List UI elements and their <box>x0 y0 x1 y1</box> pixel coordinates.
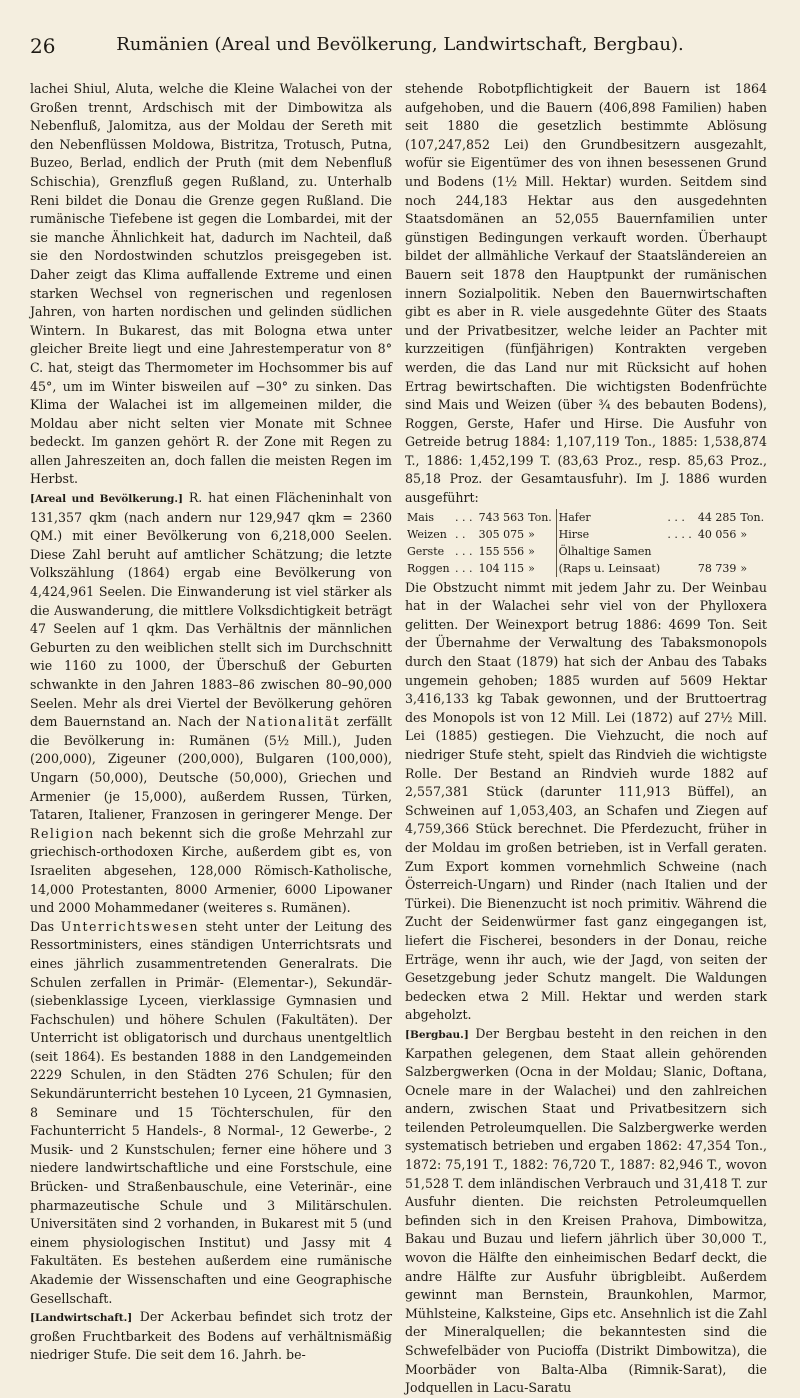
crop-unit: » <box>528 561 535 575</box>
crop-name: Weizen <box>407 527 447 541</box>
term-unterrichtswesen: Unterrichtswesen <box>60 918 200 934</box>
crop-amount <box>695 543 739 560</box>
crop-unit: » <box>740 561 748 575</box>
paragraph-bergbau <box>405 1025 767 1398</box>
crop-amount: 305 075 <box>478 527 525 541</box>
crop-unit: » <box>528 527 535 541</box>
crop-unit: » <box>740 527 748 541</box>
crop-name: Hirse <box>558 527 590 541</box>
paragraph <box>30 80 392 489</box>
page-header <box>30 34 770 64</box>
section-rubric-areal: [Areal und Bevölkerung.] <box>30 493 183 506</box>
crop-dots: . . . <box>454 544 473 558</box>
crop-amount: 44 285 <box>697 510 737 524</box>
exports-table <box>405 509 767 577</box>
crop-amount: 743 563 <box>478 510 525 524</box>
crop-dots: . . . <box>667 510 685 524</box>
section-rubric-bergbau: [Bergbau.] <box>405 1028 469 1041</box>
crop-name: Roggen <box>407 561 450 575</box>
crop-name: (Raps u. Leinsaat) <box>558 561 661 575</box>
exports-table-row <box>405 526 767 543</box>
right-column <box>405 80 767 1398</box>
paragraph-text: lachei Shiul, Aluta, welche die Kleine Walachei von der Großen trennt, Ardschisch mit der Dimbowitza als Nebenfluß, Jalomitza, aus der Moldau der Sereth mit den Nebenflüssen Moldowa, Bistritza, Trotusch, Putna, Buzeo, Berlad, endlich der Pruth (mit dem Nebenfluß Schischia), Grenzfluß gegen Rußland, zu. Unterhalb Reni bildet die Donau die Grenze gegen Rußland. Die rumänische Tiefebene ist gegen die Lombardei, mit der sie manche Ähnlichkeit hat, dadurch im Nachteil, daß sie den Nordostwinden schutzlos preisgegeben ist. Daher zeigt das Klima auffallende Extreme und einen starken Wechsel von regnerischen und regenlosen Jahren, von harten nordischen und gelinden südlichen Wintern. In Bukarest, das mit Bologna etwa unter gleicher Breite liegt und eine Jahrestemperatur von 8° C. hat, steigt das Thermometer im Hochsommer bis auf 45°, um im Winter bisweilen auf −30° zu sinken. Das Klima der Walachei ist im allgemeinen milder, die Moldau aber nicht selten vier Monate mit Schnee bedeckt. Im ganzen gehört R. der Zone mit Regen zu allen Jahreszeiten an, doch fallen die meisten Regen im Herbst. <box>30 81 392 487</box>
crop-unit: Ton. <box>740 510 765 524</box>
crop-unit <box>738 543 767 560</box>
paragraph-text: zerfällt die Bevölkerung in: Rumänen (5½ Mill.), Juden (200,000), Zigeuner (200,000), Bulgaren (100,000), Ungarn (50,000), Deutsche (50,000), Griechen und Armenier (je 15,000), außerdem Russen, Türken, Tataren, Italiener, Franzosen in geringerer Menge. Der <box>30 714 392 823</box>
exports-table-row <box>405 560 767 577</box>
paragraph-areal <box>30 489 392 918</box>
exports-table-row <box>405 509 767 526</box>
paragraph-text: R. hat einen Flächeninhalt von 131,357 qkm (nach andern nur 129,947 qkm = 2360 QM.) mit einer Bevölkerung von 6,218,000 Seelen. Diese Zahl beruht auf amtlicher Schätzung; die letzte Volkszählung (1864) ergab eine Bevölkerung von 4,424,961 Seelen. Die Einwanderung ist viel stärker als die Auswanderung, die mittlere Volksdichtigkeit beträgt 47 Seelen auf 1 qkm. Das Verhältnis der männlichen Geburten zu den weiblichen stellt sich im Durchschnitt wie 1160 zu 1000, der Überschuß der Geburten schwankte in den Jahren 1883–86 zwischen 80–90,000 Seelen. Mehr als drei Viertel der Bevölkerung gehören dem Bauernstand an. Nach der <box>30 490 392 730</box>
section-rubric-landwirtschaft: [Landwirtschaft.] <box>30 1312 133 1325</box>
crop-name: Ölhaltige Samen <box>558 544 652 558</box>
crop-dots: . . . <box>454 510 473 524</box>
paragraph <box>405 80 767 508</box>
paragraph-text: stehende Robotpflichtigkeit der Bauern ist 1864 aufgehoben, und die Bauern (406,898 Familien) haben seit 1880 die gesetzlich bestimmte Ablösung (107,247,852 Lei) den Grundbesitzern ausgezahlt, wofür sie Eigentümer des von ihnen besessenen Grund und Bodens (1½ Mill. Hektar) wurden. Seitdem sind noch 244,183 Hektar aus den ausgedehnten Staatsdomänen an 52,055 Bauernfamilien unter günstigen Bedingungen verkauft worden. Überhaupt bildet der allmähliche Verkauf der Staatsländereien an Bauern seit 1878 den Hauptpunkt der rumänischen innern Sozialpolitik. Neben den Bauernwirtschaften gibt es aber in R. viele ausgedehnte Güter des Staats und der Privatbesitzer, welche leider an Pachter mit kurzzeitigen (fünfjährigen) Kontrakten vergeben werden, die das Land nur mit Rücksicht auf hohen Ertrag bewirtschaften. Die wichtigsten Bodenfrüchte sind Mais und Weizen (über ¾ des bebauten Bodens), Roggen, Gerste, Hafer und Hirse. Die Ausfuhr von Getreide betrug 1884: 1,107,119 Ton., 1885: 1,538,874 T., 1886: 1,452,199 T. (83,63 Proz., resp. 85,63 Proz., 85,18 Proz. der Gesamtausfuhr). Im J. 1886 wurden ausgeführt: <box>405 81 767 506</box>
crop-dots <box>665 560 694 577</box>
crop-name: Gerste <box>407 544 445 558</box>
paragraph-text: Der Bergbau besteht in den reichen in den Karpathen gelegenen, dem Staat allein gehörenden Salzbergwerken (Ocna in der Moldau; Slanic, Doftana, Ocnele mare in der Walachei) und den zahlreichen andern, zwischen Staat und Privatbesitzern sich teilenden Petroleumquellen. Die Salzbergwerke werden systematisch betrieben und ergaben 1862: 47,354 Ton., 1872: 75,191 T., 1882: 76,720 T., 1887: 82,946 T., wovon 51,528 T. dem inländischen Verbrauch und 31,418 T. zur Ausfuhr dienten. Die reichsten Petroleumquellen befinden sich in den Kreisen Prahova, Dimbowitza, Bakau und Buzau und liefern jährlich über 30,000 T., wovon die Hälfte den einheimischen Bedarf deckt, die andre Hälfte zur Ausfuhr übrigbleibt. Außerdem gewinnt man Bernstein, Braunkohlen, Marmor, Mühlsteine, Kalksteine, Gips etc. Ansehnlich ist die Zahl der Mineralquellen; die bekanntesten sind die Schwefelbäder von Pucioffa (Distrikt Dimbowitza), die Moorbäder von Balta-Alba (Rimnik-Sarat), die Jodquellen in Lacu-Saratu <box>405 1025 767 1396</box>
crop-amount: 78 739 <box>697 561 737 575</box>
label-das: Das <box>30 918 61 934</box>
paragraph <box>405 579 767 1025</box>
crop-dots: . . . <box>454 561 473 575</box>
crop-unit: Ton. <box>528 510 552 524</box>
crop-unit: » <box>528 544 535 558</box>
paragraph-landwirtschaft <box>30 1308 392 1365</box>
crop-dots: . . . . <box>667 527 692 541</box>
paragraph-text: Der Ackerbau befindet sich trotz der großen Fruchtbarkeit des Bodens auf verhältnismäßig niedriger Stufe. Die seit dem 16. Jahrh. be- <box>30 1309 392 1363</box>
left-column <box>30 80 392 1365</box>
exports-table-row <box>405 543 767 560</box>
crop-dots <box>665 543 694 560</box>
running-title: Rumänien (Areal und Bevölkerung, Landwirtschaft, Bergbau). <box>116 34 684 55</box>
paragraph-text: nach bekennt sich die große Mehrzahl zur griechisch-orthodoxen Kirche, außerdem gibt es, von Israeliten abgesehen, 128,000 Römisch-Katholische, 14,000 Protestanten, 8000 Armenier, 6000 Lipowaner und 2000 Mohammedaner (weiteres s. Rumänen). <box>30 825 392 916</box>
crop-name: Hafer <box>558 510 591 524</box>
crop-amount: 155 556 <box>478 544 525 558</box>
crop-dots: . . <box>454 527 466 541</box>
crop-amount: 40 056 <box>697 527 737 541</box>
page-number: 26 <box>30 34 56 58</box>
paragraph-text: steht unter der Leitung des Ressortministers, eines ständigen Unterrichtsrats und eines jährlich zusammentretenden Generalrats. Die Schulen zerfallen in Primär- (Elementar-), Sekundär- (siebenklassige Lyceen, vierklassige Gymnasien und Fachschulen) und höhere Schulen (Fakultäten). Der Unterricht ist obligatorisch und durchaus unentgeltlich (seit 1864). Es bestanden 1888 in den Landgemeinden 2229 Schulen, in den Städten 276 Schulen; für den Sekundärunterricht bestehen 10 Lyceen, 21 Gymnasien, 8 Seminare und 15 Töchterschulen, für den Fachunterricht 5 Handels-, 8 Normal-, 12 Gewerbe-, 2 Musik- und 2 Kunstschulen; ferner eine höhere und 3 niedere landwirtschaftliche und eine Forstschule, eine Brücken- und Straßenbauschule, eine Veterinär-, eine pharmazeutische Schule und 3 Militärschulen. Universitäten sind 2 vorhanden, in Bukarest mit 5 (und einem physiologischen Institut) und Jassy mit 4 Fakultäten. Es bestehen außerdem eine rumänische Akademie der Wissenschaften und eine Geographische Gesellschaft. <box>30 918 392 1306</box>
paragraph-text: Die Obstzucht nimmt mit jedem Jahr zu. Der Weinbau hat in der Walachei sehr viel von der Phylloxera gelitten. Der Weinexport betrug 1886: 4699 Ton. Seit der Übernahme der Verwaltung des Tabaksmonopols durch den Staat (1879) hat sich der Anbau des Tabaks ungemein gehoben; 1885 wurden auf 5609 Hektar 3,416,133 kg Tabak gewonnen, und der Bruttoertrag des Monopols ist von 12 Mill. Lei (1872) auf 27½ Mill. Lei (1885) gestiegen. Die Viehzucht, die noch auf niedriger Stufe steht, spielt das Rindvieh die wichtigste Rolle. Der Bestand an Rindvieh wurde 1882 auf 2,557,381 Stück (darunter 111,913 Büffel), an Schweinen auf 1,053,403, an Schafen und Ziegen auf 4,759,366 Stück berechnet. Die Pferdezucht, früher in der Moldau im großen betrieben, ist in Verfall geraten. Zum Export kommen vornehmlich Schweine (nach Österreich-Ungarn) und Rinder (nach Italien und der Türkei). Die Bienenzucht ist noch primitiv. Während die Zucht der Seidenwürmer fast ganz eingegangen ist, liefert die Fischerei, besonders in der Donau, reiche Erträge, wenn ihr auch, wie der Jagd, von seiten der Gesetzgebung jeder Schutz mangelt. Die Waldungen bedecken etwa 2 Mill. Hektar und werden stark abgeholzt. <box>405 579 767 1023</box>
paragraph-unterricht <box>30 918 392 1308</box>
crop-amount: 104 115 <box>478 561 525 575</box>
term-nationalitaet: Nationalität <box>245 714 341 730</box>
term-religion: Religion <box>30 825 95 841</box>
crop-name: Mais <box>407 510 434 524</box>
